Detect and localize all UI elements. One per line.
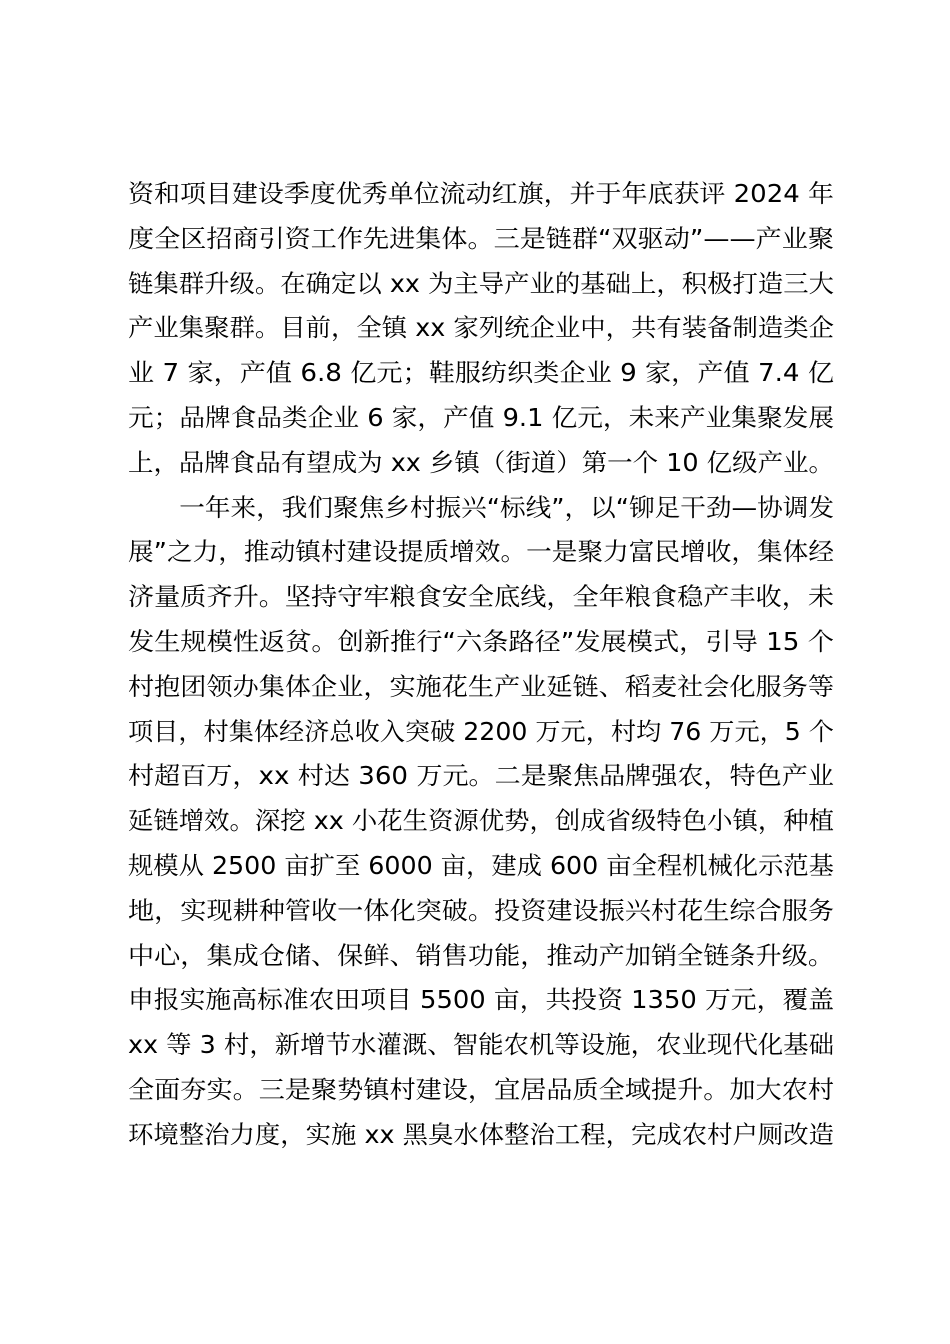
text-line: 上，品牌食品有望成为 xx 乡镇（街道）第一个 10 亿级产业。 <box>128 447 834 477</box>
text-line: 济量质齐升。坚持守牢粮食安全底线，全年粮食稳产丰收，未 <box>128 582 834 612</box>
text-line: 业 7 家，产值 6.8 亿元；鞋服纺织类企业 9 家，产值 7.4 亿 <box>128 358 834 388</box>
text-line: 度全区招商引资工作先进集体。三是链群“双驱动”——产业聚 <box>128 223 834 253</box>
text-line: 链集群升级。在确定以 xx 为主导产业的基础上，积极打造三大 <box>128 268 834 298</box>
text-line: 中心，集成仓储、保鲜、销售功能，推动产加销全链条升级。 <box>128 940 834 970</box>
text-line: 村超百万，xx 村达 360 万元。二是聚焦品牌强农，特色产业 <box>128 761 834 791</box>
text-line: 一年来，我们聚焦乡村振兴“标线”，以“铆足干劲—协调发 <box>128 492 834 522</box>
body-text <box>128 172 834 1158</box>
text-line: 延链增效。深挖 xx 小花生资源优势，创成省级特色小镇，种植 <box>128 806 834 836</box>
text-line: 全面夯实。三是聚势镇村建设，宜居品质全域提升。加大农村 <box>128 1074 834 1104</box>
text-line: 村抱团领办集体企业，实施花生产业延链、稻麦社会化服务等 <box>128 671 834 701</box>
text-line: 规模从 2500 亩扩至 6000 亩，建成 600 亩全程机械化示范基 <box>128 850 834 880</box>
text-line: 展”之力，推动镇村建设提质增效。一是聚力富民增收，集体经 <box>128 537 834 567</box>
text-line: xx 等 3 村，新增节水灌溉、智能农机等设施，农业现代化基础 <box>128 1030 834 1060</box>
text-line: 环境整治力度，实施 xx 黑臭水体整治工程，完成农村户厕改造 <box>128 1119 834 1149</box>
text-line: 地，实现耕种管收一体化突破。投资建设振兴村花生综合服务 <box>128 895 834 925</box>
text-line: 项目，村集体经济总收入突破 2200 万元，村均 76 万元，5 个 <box>128 716 834 746</box>
text-line: 元；品牌食品类企业 6 家，产值 9.1 亿元，未来产业集聚发展 <box>128 402 834 432</box>
text-line: 产业集聚群。目前，全镇 xx 家列统企业中，共有装备制造类企 <box>128 313 834 343</box>
text-line: 资和项目建设季度优秀单位流动红旗，并于年底获评 2024 年 <box>128 179 834 208</box>
text-line: 发生规模性返贫。创新推行“六条路径”发展模式，引导 15 个 <box>128 626 834 656</box>
text-line: 申报实施高标准农田项目 5500 亩，共投资 1350 万元，覆盖 <box>128 985 834 1015</box>
